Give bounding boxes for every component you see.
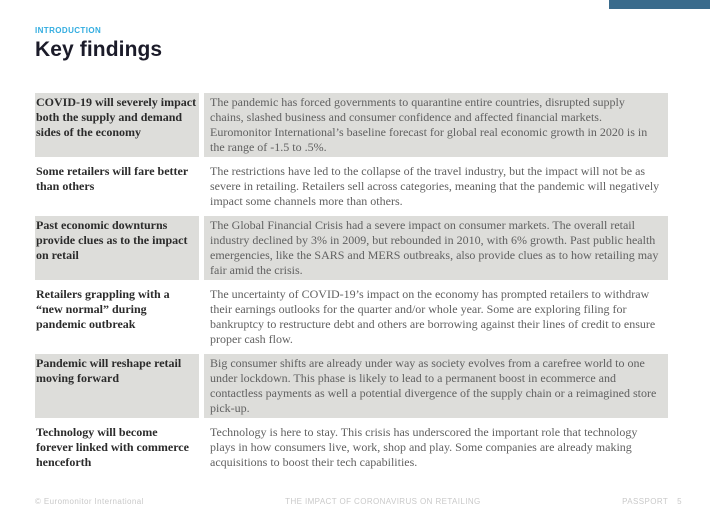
table-row <box>35 354 668 418</box>
key-findings-table <box>35 93 668 472</box>
section-eyebrow: INTRODUCTION <box>35 26 102 35</box>
table-row <box>35 216 668 280</box>
footer-passport-label: PASSPORT <box>622 497 669 506</box>
footer-copyright: © Euromonitor International <box>35 497 144 506</box>
finding-title: Technology will become forever linked with commerce henceforth <box>36 425 189 469</box>
top-accent-bar <box>609 0 710 9</box>
finding-body: Big consumer shifts are already under way as society evolves from a carefree world to one under lockdown. This phase is likely to lead to a permanent boost in ecommerce and contactless payments as well a potential divergence of the supply chain or a reimagined store pick-up. <box>204 354 668 418</box>
finding-title: Some retailers will fare better than others <box>36 164 188 193</box>
finding-body: The pandemic has forced governments to quarantine entire countries, disrupted supply chains, slashed business and consumer confidence and affected financial markets. Euromonitor International’s baseline forecast for global real economic growth in 2020 is in the range of -1.5 to .5%. <box>204 93 668 157</box>
finding-body: The Global Financial Crisis had a severe impact on consumer markets. The overall retail industry declined by 3% in 2009, but rebounded in 2010, with 6% growth. Past public health emergencies, like the SARS and MERS outbreaks, also provide clues as to how retailing may fair amid the crisis. <box>204 216 668 280</box>
finding-body: The restrictions have led to the collapse of the travel industry, but the impact will not be as severe in retailing. Retailers sell across categories, meaning that the pandemic will negatively impact some channels more than others. <box>210 164 660 208</box>
finding-title: Pandemic will reshape retail moving forward <box>35 354 199 418</box>
finding-title: Past economic downturns provide clues as to the impact on retail <box>35 216 199 280</box>
finding-title: COVID-19 will severely impact both the supply and demand sides of the economy <box>35 93 199 157</box>
footer-passport <box>622 497 682 506</box>
finding-body: The uncertainty of COVID-19’s impact on the economy has prompted retailers to withdraw their earnings outlooks for the quarter and/or whole year. Some are exploring filing for bankruptcy to restructure debt and others are borrowing against their lines of credit to ensure proper cash flow. <box>210 287 656 346</box>
table-row <box>35 423 668 472</box>
footer-page-number: 5 <box>677 497 682 506</box>
footer-report-title: THE IMPACT OF CORONAVIRUS ON RETAILING <box>285 497 481 506</box>
table-row <box>35 162 668 211</box>
table-row <box>35 93 668 157</box>
finding-body: Technology is here to stay. This crisis has underscored the important role that technology plays in how consumers live, work, shop and play. Some companies are already making acquisitions to boost their tech capabilities. <box>210 425 638 469</box>
slide-footer <box>35 497 682 506</box>
page-title: Key findings <box>35 38 163 61</box>
finding-title: Retailers grappling with a “new normal” during pandemic outbreak <box>36 287 170 331</box>
table-row <box>35 285 668 349</box>
slide-header <box>35 26 162 62</box>
